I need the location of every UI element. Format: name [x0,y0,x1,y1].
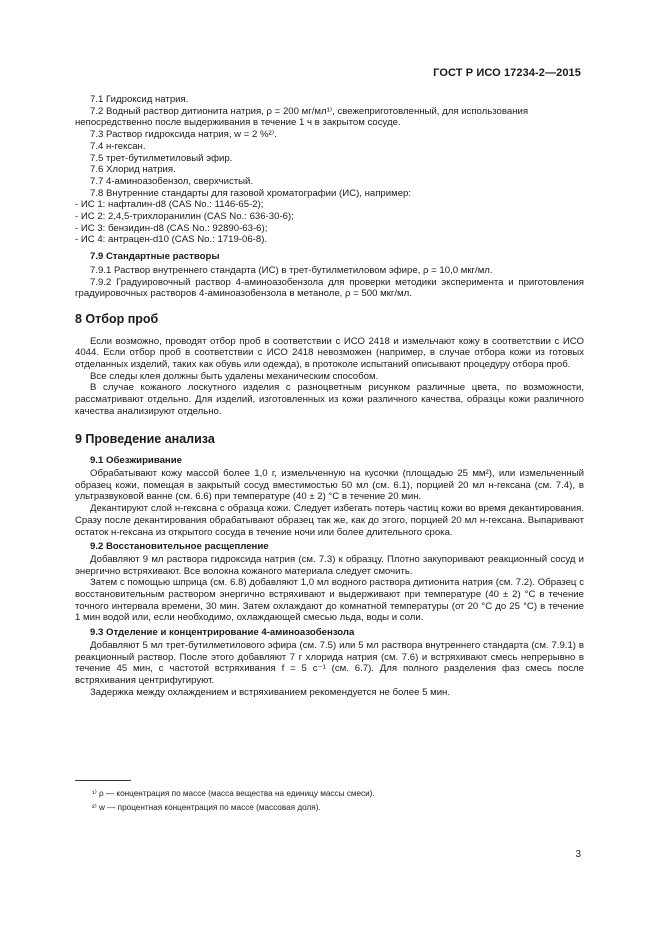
paragraph-9-3-2: Задержка между охлаждением и встряхиванием рекомендуется не более 5 мин. [90,686,451,698]
paragraph-9-1-1: Обрабатывают кожу массой более 1,0 г, измельченную на кусочки (площадью 25 мм²), или измельченный образец кожи, помещая в закрытый сосуд вместимостью 50 мл (см. 6.1), порцией 20 мл н-гексана (см. 7.4), в ультразвуковой ванне (см. 6.6) при температуре (40 ± 2) °С в течение 20 мин. [75,467,584,503]
document-header: ГОСТ Р ИСО 17234-2—2015 [433,67,581,79]
subsection-title-7-9: 7.9 Стандартные растворы [90,251,220,263]
internal-standard-item: - ИС 2: 2,4,5-трихлоранилин (CAS No.: 636-30-6); [75,211,294,223]
footnote-divider [75,780,131,781]
paragraph-8-2: Все следы клея должны быть удалены механическим способом. [90,370,379,382]
reagent-7-6: 7.6 Хлорид натрия. [90,164,176,176]
section-title-8: 8 Отбор проб [75,311,159,326]
reagent-7-2: 7.2 Водный раствор дитионита натрия, ρ = 200 мг/мл¹⁾, свежеприготовленный, для использования [90,105,529,117]
reagent-7-7: 7.7 4-аминоазобензол, сверхчистый. [90,175,254,187]
paragraph-9-2-2: Затем с помощью шприца (см. 6.8) добавляют 1,0 мл водного раствора дитионита натрия (см. 7.2). Образец с восстановительным раствором энергично встряхивают и выдерживают при температуре (40 ± 2) °С в течение точного интервала времени, 30 мин. Затем охлаждают до комнатной температуры (от 20 °С до 25 °С) в течение 1 мин водой или, если необходимо, охлаждающей смесью льда, воды и соли. [75,577,584,624]
page-number: 3 [575,849,581,860]
footnotes [92,787,375,815]
internal-standard-item: - ИС 3: бензидин-d8 (CAS No.: 92890-63-6); [75,222,268,234]
reagent-7-3: 7.3 Раствор гидроксида натрия, w = 2 %²⁾. [90,129,277,141]
footnote-2: ²⁾ w — процентная концентрация по массе (массовая доля). [92,803,321,812]
subsection-title-9-2: 9.2 Восстановительное расщепление [90,541,269,553]
reagent-7-1: 7.1 Гидроксид натрия. [90,94,189,105]
subsection-title-9-3: 9.3 Отделение и концентрирование 4-аминоазобензола [90,627,355,639]
paragraph-9-1-2: Декантируют слой н-гексана с образца кожи. Следует избегать потерь частиц кожи во время декантирования. Сразу после декантирования обрабатывают образец так же, как до этого, порцией 20 мл н-гексана. Выпаривают остаток н-гексана из открытого сосуда в течение ночи или более длительного срока. [75,503,584,538]
paragraph-8-1: Если возможно, проводят отбор проб в соответствии с ИСО 2418 и измельчают кожу в соответствии с ИСО 4044. Если отбор проб в соответствии с ИСО 2418 невозможен (например, в случае отбора кожи из готовых отделанных изделий, таких как обувь или одежда), в протоколе испытаний описывают процедуру отбора проб. [75,335,584,371]
paragraph-9-2-1: Добавляют 9 мл раствора гидроксида натрия (см. 7.3) к образцу. Плотно закупоривают реакционный сосуд и энергично встряхивают. Все волокна кожаного материала следует смочить. [75,553,584,577]
reagent-7-8: 7.8 Внутренние стандарты для газовой хроматографии (ИС), например: [90,187,412,199]
paragraph-9-3-1: Добавляют 5 мл трет-бутилметилового эфира (см. 7.5) или 5 мл раствора внутреннего стандарта (см. 7.9.1) в реакционный раствор. После этого добавляют 7 г хлорида натрия (см. 7.6) и встряхивают смесь непрерывно в течение 45 мин, с частотой встряхивания f = 5 с⁻¹ (см. 6.7). Для полного разделения фаз смесь после встряхивания центрифугируют. [75,639,584,686]
paragraph-8-3: В случае кожаного лоскутного изделия с разноцветным рисунком различные цвета, по возможности, рассматривают отдельно. Для изделий, изготовленных из кожи различного качества, образцы кожи различного качества анализируют отдельно. [75,382,584,417]
reagent-7-2-cont: непосредственно после выдерживания в течение 1 ч в закрытом сосуде. [75,117,401,129]
page-body [75,94,584,698]
subsection-title-9-1: 9.1 Обезжиривание [90,455,182,467]
footnote-1: ¹⁾ ρ — концентрация по массе (масса вещества на единицу массы смеси). [92,789,375,798]
section-title-9: 9 Проведение анализа [75,431,215,446]
paragraph-7-9-1: 7.9.1 Раствор внутреннего стандарта (ИС) в трет-бутилметиловом эфире, ρ = 10,0 мкг/мл. [90,264,493,276]
reagent-7-4: 7.4 н-гексан. [90,140,146,152]
paragraph-7-9-2: 7.9.2 Градуировочный раствор 4-аминоазобензола для проверки методики эксперимента и приготовления градуировочных растворов 4-аминоазобензола в метаноле, ρ = 500 мкг/мл. [75,276,584,300]
internal-standard-item: - ИС 4: антрацен-d10 (CAS No.: 1719-06-8). [75,234,268,246]
internal-standard-item: - ИС 1: нафталин-d8 (CAS No.: 1146-65-2); [75,199,264,211]
reagent-7-5: 7.5 трет-бутилметиловый эфир. [90,152,233,164]
